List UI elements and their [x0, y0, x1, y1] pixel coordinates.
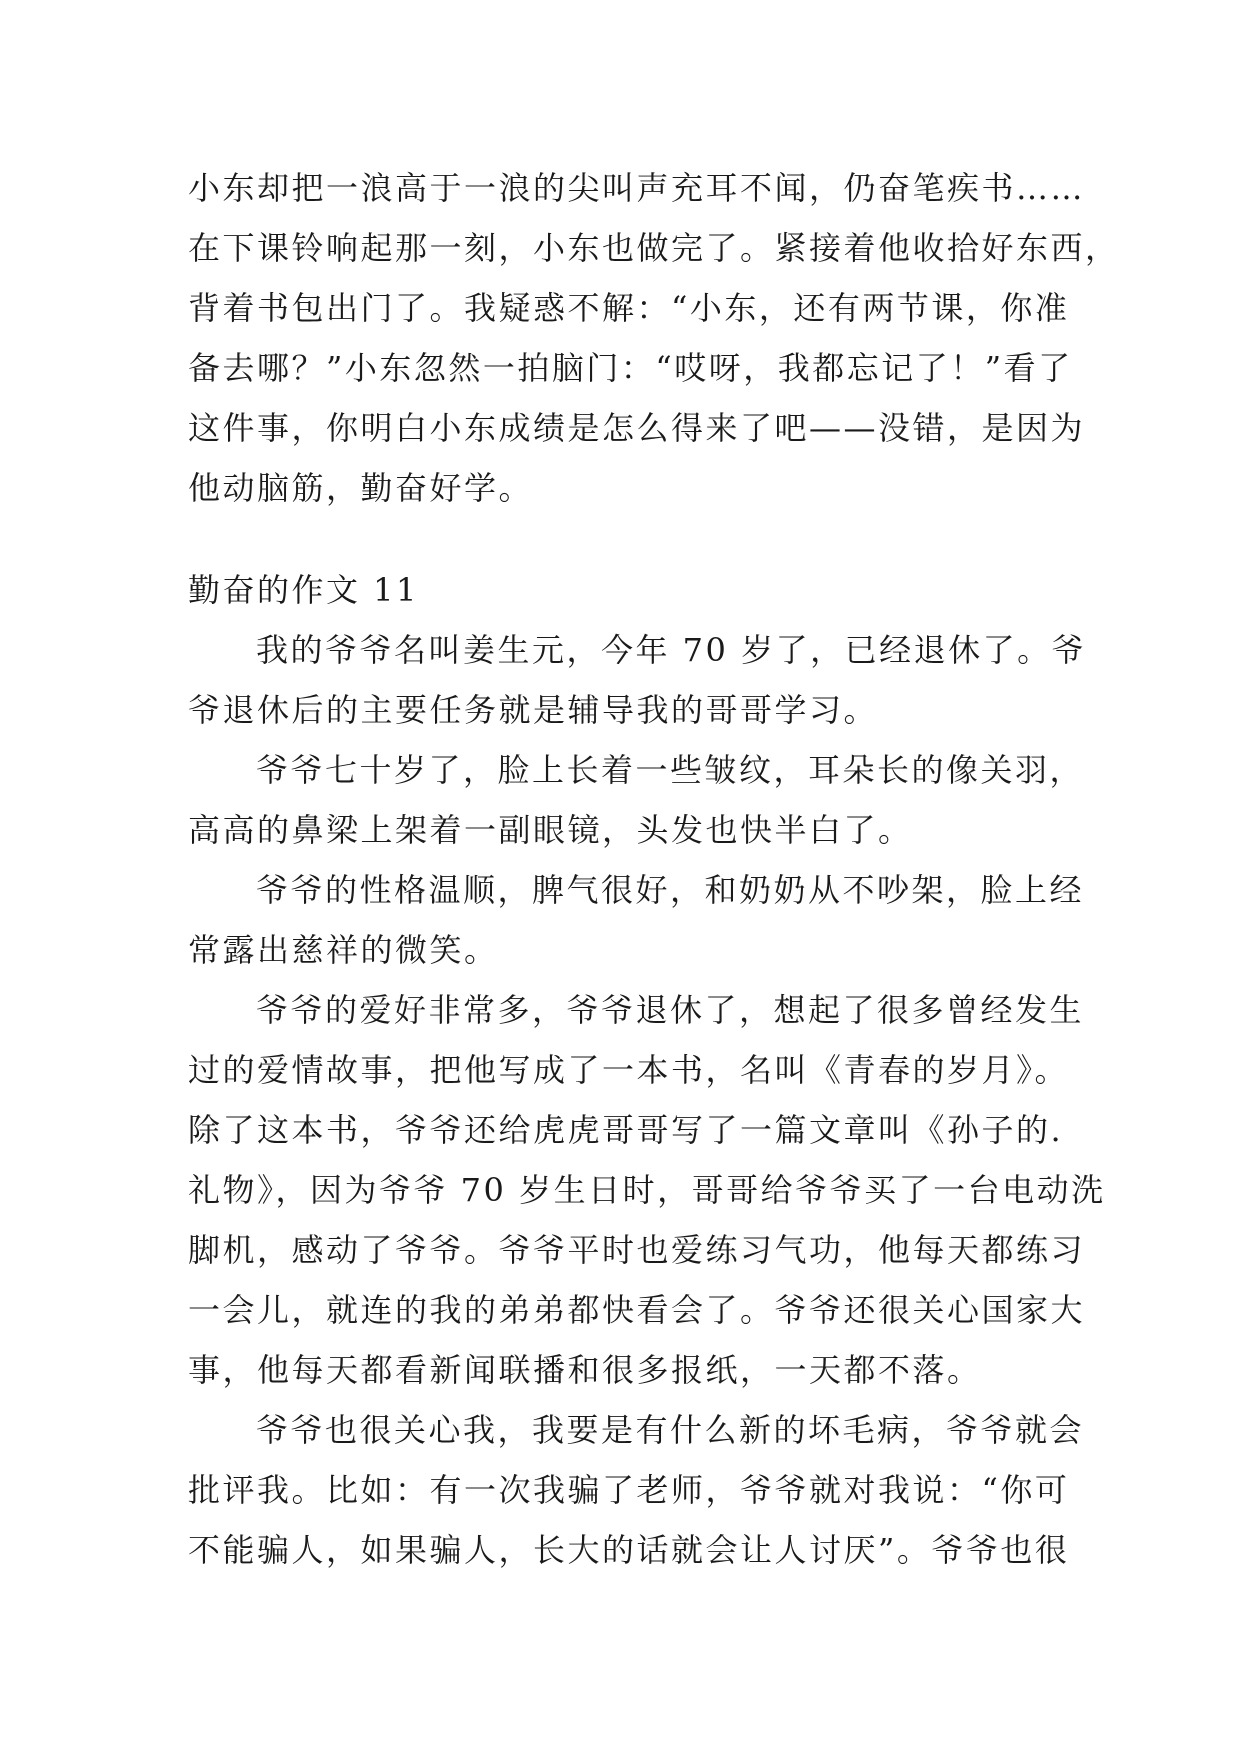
paragraph-1-line: 爷退休后的主要任务就是辅导我的哥哥学习。: [188, 691, 879, 729]
paragraph-4-line: 一会儿，就连的我的弟弟都快看会了。爷爷还很关心国家大: [188, 1291, 1086, 1329]
text-line: 他动脑筋，勤奋好学。: [188, 469, 534, 507]
text-line: 背着书包出门了。我疑惑不解：“小东，还有两节课，你准: [188, 289, 1070, 327]
paragraph-4-line: 除了这本书，爷爷还给虎虎哥哥写了一篇文章叫《孙子的.: [188, 1111, 1064, 1149]
paragraph-2-line: 爷爷七十岁了，脸上长着一些皱纹，耳朵长的像关羽，: [256, 751, 1085, 789]
paragraph-1-line: 我的爷爷名叫姜生元，今年 70 岁了，已经退休了。爷: [256, 631, 1087, 669]
paragraph-5-line: 不能骗人，如果骗人，长大的话就会让人讨厌”。爷爷也很: [188, 1531, 1070, 1569]
text-line: 这件事，你明白小东成绩是怎么得来了吧——没错，是因为: [188, 409, 1086, 447]
paragraph-4-line: 事，他每天都看新闻联播和很多报纸，一天都不落。: [188, 1351, 982, 1389]
text-line: 在下课铃响起那一刻，小东也做完了。紧接着他收拾好东西，: [188, 229, 1120, 267]
paragraph-4-line: 爷爷的爱好非常多，爷爷退休了，想起了很多曾经发生: [256, 991, 1085, 1029]
text-line: 小东却把一浪高于一浪的尖叫声充耳不闻，仍奋笔疾书……: [188, 169, 1086, 207]
paragraph-5-line: 爷爷也很关心我，我要是有什么新的坏毛病，爷爷就会: [256, 1411, 1085, 1449]
text-line: 备去哪？”小东忽然一拍脑门：“哎呀，我都忘记了！”看了: [188, 349, 1073, 387]
paragraph-4-line: 脚机，感动了爷爷。爷爷平时也爱练习气功，他每天都练习: [188, 1231, 1086, 1269]
previous-essay-ending: [188, 158, 1120, 518]
paragraph-3-line: 爷爷的性格温顺，脾气很好，和奶奶从不吵架，脸上经: [256, 871, 1085, 909]
paragraph-5-line: 批评我。比如：有一次我骗了老师，爷爷就对我说：“你可: [188, 1471, 1070, 1509]
essay-title: 勤奋的作文 11: [188, 571, 419, 609]
paragraph-2-line: 高高的鼻梁上架着一副眼镜，头发也快半白了。: [188, 811, 913, 849]
paragraph-4-line: 过的爱情故事，把他写成了一本书，名叫《青春的岁月》。: [188, 1051, 1070, 1089]
paragraph-3-line: 常露出慈祥的微笑。: [188, 931, 499, 969]
essay-11: [188, 560, 1106, 1580]
paragraph-4-line: 礼物》，因为爷爷 70 岁生日时，哥哥给爷爷买了一台电动洗: [188, 1171, 1106, 1209]
